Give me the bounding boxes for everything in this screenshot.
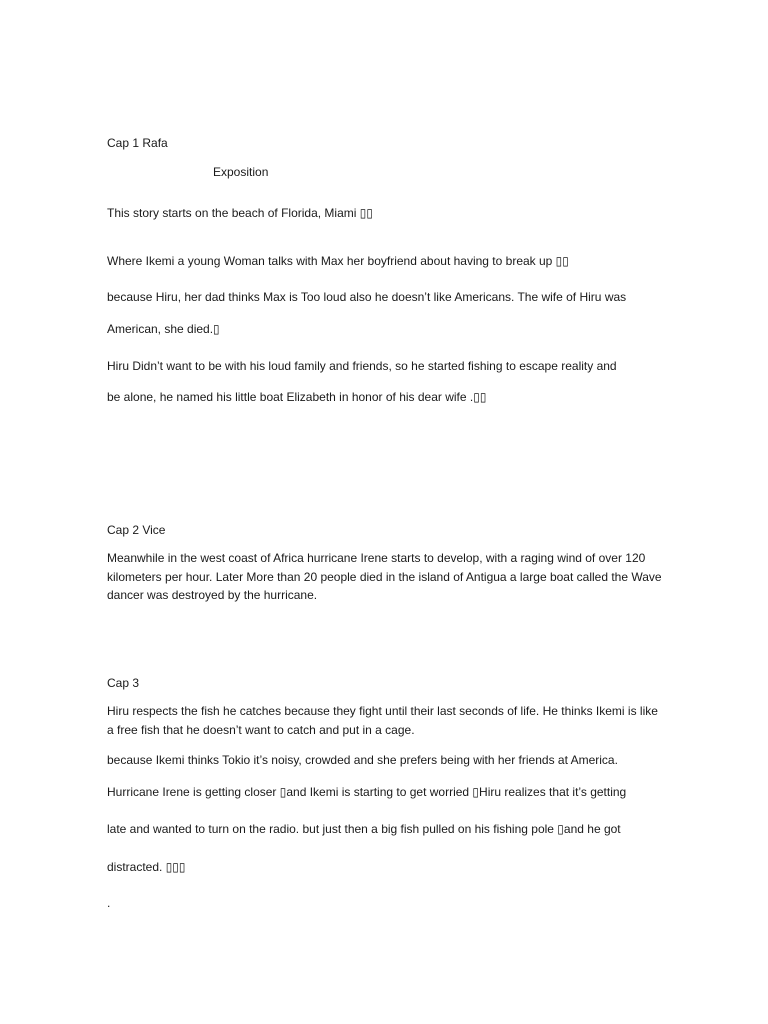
chapter-1-paragraph-2: Where Ikemi a young Woman talks with Max her boyfriend about having to break up ▯▯ xyxy=(107,254,569,268)
chapter-1-paragraph-3-line-1: because Hiru, her dad thinks Max is Too loud also he doesn’t like Americans. The wife of Hiru was xyxy=(107,290,627,304)
chapter-3-paragraph-4: . xyxy=(107,896,111,910)
chapter-3-paragraph-2: because Ikemi thinks Tokio it’s noisy, crowded and she prefers being with her friends at America. xyxy=(107,753,618,767)
chapter-2-paragraph-1: Meanwhile in the west coast of Africa hurricane Irene starts to develop, with a raging wind of over 120 kilometers per hour. Later More than 20 people died in the island of Antigua a large boat called the Wave dancer was destroyed by the hurricane. xyxy=(107,551,662,602)
chapter-2-heading: Cap 2 Vice xyxy=(107,523,166,537)
chapter-3-paragraph-3-line-3: distracted. ▯▯▯ xyxy=(107,860,186,874)
exposition-heading: Exposition xyxy=(213,165,269,179)
chapter-1-paragraph-1: This story starts on the beach of Florida, Miami ▯▯ xyxy=(107,206,373,220)
chapter-3-paragraph-1: Hiru respects the fish he catches because they fight until their last seconds of life. He thinks Ikemi is like a free fish that he doesn’t want to catch and put in a cage. xyxy=(107,704,658,737)
chapter-3-paragraph-3-line-1: Hurricane Irene is getting closer ▯and Ikemi is starting to get worried ▯Hiru realizes that it’s getting xyxy=(107,785,627,799)
chapter-3-heading: Cap 3 xyxy=(107,676,140,690)
chapter-1-paragraph-4-line-2: be alone, he named his little boat Elizabeth in honor of his dear wife .▯▯ xyxy=(107,390,487,404)
chapter-1-paragraph-3-line-2: American, she died.▯ xyxy=(107,322,220,336)
chapter-1-heading: Cap 1 Rafa xyxy=(107,136,168,150)
chapter-1-paragraph-4-line-1: Hiru Didn’t want to be with his loud family and friends, so he started fishing to escape reality and xyxy=(107,359,617,373)
chapter-3-paragraph-3-line-2: late and wanted to turn on the radio. but just then a big fish pulled on his fishing pole ▯and he got xyxy=(107,822,621,836)
